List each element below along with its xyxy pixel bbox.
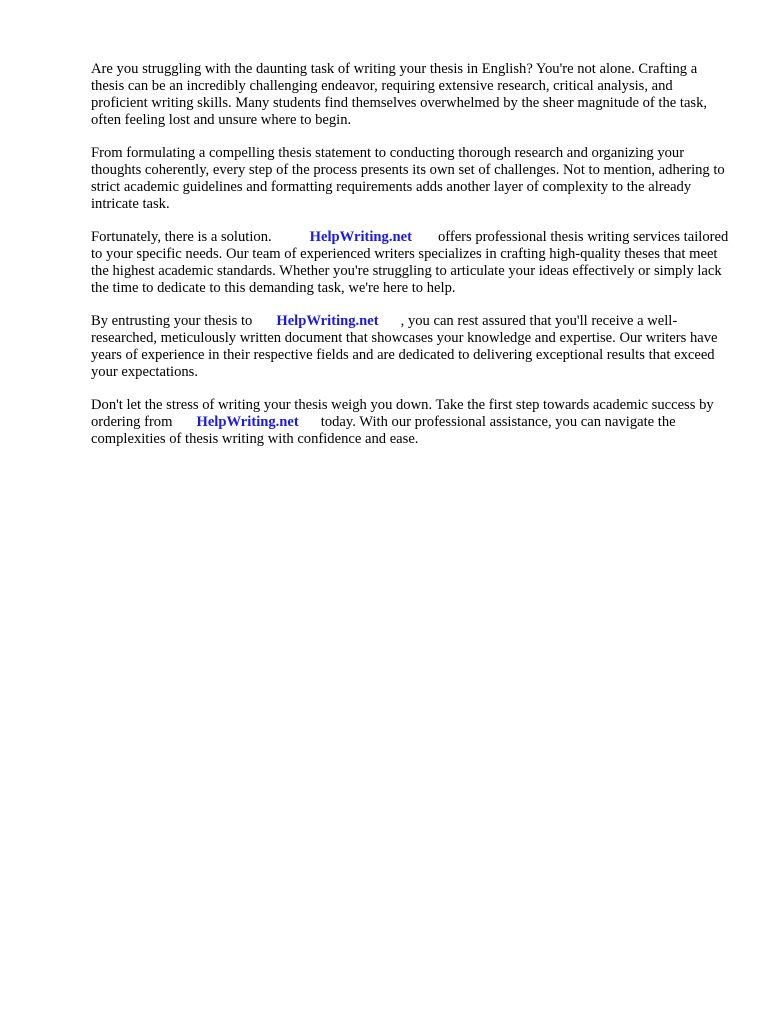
paragraph-cta-text-after: today. With our professional assistance, you can navigate the complexities of thesis writing with confidence and ease. [91, 414, 676, 447]
paragraph-entrust-text-before: By entrusting your thesis to [91, 313, 253, 329]
paragraph-call-to-action [91, 397, 731, 448]
helpwriting-link[interactable]: HelpWriting.net [196, 414, 299, 430]
paragraph-cta-text-before: Don't let the stress of writing your thesis weigh you down. Take the first step towards academic success by ordering from [91, 397, 714, 430]
helpwriting-link[interactable]: HelpWriting.net [276, 313, 379, 329]
paragraph-challenges [91, 145, 731, 213]
helpwriting-link[interactable]: HelpWriting.net [309, 229, 412, 245]
document-body [91, 61, 731, 464]
paragraph-entrust-text-after: , you can rest assured that you'll receive a well-researched, meticulously written document that showcases your knowledge and expertise. Our writers have years of experience in their respective fields and are dedicated to delivering exceptional results that exceed your expectations. [91, 313, 718, 380]
paragraph-solution [91, 229, 731, 297]
paragraph-challenges-text: From formulating a compelling thesis statement to conducting thorough research and organizing your thoughts coherently, every step of the process presents its own set of challenges. Not to mention, adhering to strict academic guidelines and formatting requirements adds another layer of complexity to the already intricate task. [91, 145, 725, 212]
paragraph-entrust [91, 313, 731, 381]
paragraph-solution-text-before: Fortunately, there is a solution. [91, 229, 272, 245]
paragraph-solution-text-after: offers professional thesis writing services tailored to your specific needs. Our team of experienced writers specializes in crafting high-quality theses that meet the highest academic standards. Whether you're struggling to articulate your ideas effectively or simply lack the time to dedicate to this demanding task, we're here to help. [91, 229, 729, 296]
paragraph-intro-text: Are you struggling with the daunting task of writing your thesis in English? You're not alone. Crafting a thesis can be an incredibly challenging endeavor, requiring extensive research, critical analysis, and proficient writing skills. Many students find themselves overwhelmed by the sheer magnitude of the task, often feeling lost and unsure where to begin. [91, 61, 708, 128]
paragraph-intro [91, 61, 731, 129]
